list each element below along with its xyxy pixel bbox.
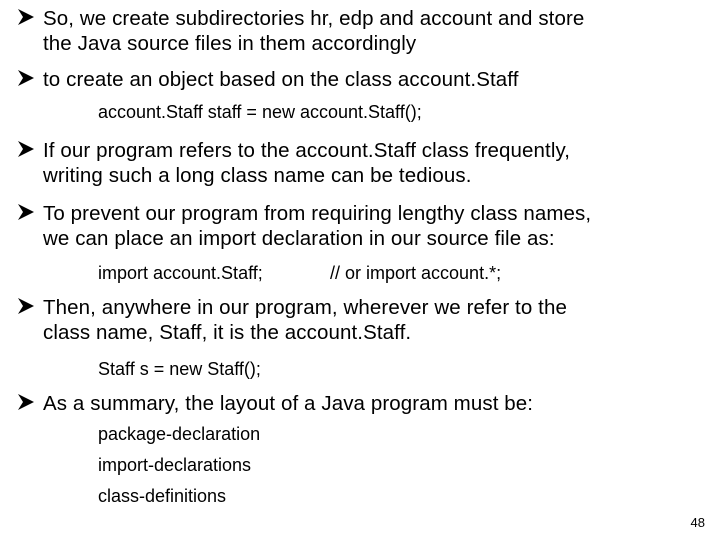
code-comment-import: // or import account.*; bbox=[330, 263, 502, 283]
bullet-text bbox=[43, 391, 706, 416]
bullet-item bbox=[16, 391, 706, 416]
bullet-text bbox=[43, 6, 706, 56]
code-line-staff-declaration: account.Staff staff = new account.Staff(); bbox=[98, 102, 422, 122]
arrow-bullet-icon bbox=[16, 139, 36, 159]
bullet-line: we can place an import declaration in our source file as: bbox=[43, 227, 555, 250]
code-line-import: import account.Staff; bbox=[98, 263, 263, 283]
layout-item-classes: class-definitions bbox=[98, 486, 227, 506]
bullet-item bbox=[16, 138, 706, 188]
bullet-line: To prevent our program from requiring lengthy class names, bbox=[43, 202, 592, 225]
arrow-bullet-icon bbox=[16, 7, 36, 27]
bullet-text bbox=[43, 201, 706, 251]
arrow-bullet-icon bbox=[16, 202, 36, 222]
bullet-item bbox=[16, 67, 706, 92]
layout-item-imports: import-declarations bbox=[98, 455, 252, 475]
bullet-text bbox=[43, 138, 706, 188]
bullet-line: class name, Staff, it is the account.Staff. bbox=[43, 321, 412, 344]
arrow-bullet-icon bbox=[16, 296, 36, 316]
bullet-line: So, we create subdirectories hr, edp and account and store bbox=[43, 7, 585, 30]
page-number: 48 bbox=[690, 515, 705, 530]
bullet-line: to create an object based on the class account.Staff bbox=[43, 68, 519, 91]
bullet-item bbox=[16, 201, 706, 251]
bullet-line: the Java source files in them accordingly bbox=[43, 32, 417, 55]
arrow-bullet-icon bbox=[16, 392, 36, 412]
layout-item-package: package-declaration bbox=[98, 424, 261, 444]
arrow-bullet-icon bbox=[16, 68, 36, 88]
bullet-item bbox=[16, 295, 706, 345]
bullet-line: If our program refers to the account.Staff class frequently, bbox=[43, 139, 571, 162]
bullet-line: Then, anywhere in our program, wherever we refer to the bbox=[43, 296, 567, 319]
bullet-line: As a summary, the layout of a Java program must be: bbox=[43, 392, 534, 415]
bullet-text bbox=[43, 67, 706, 92]
bullet-item bbox=[16, 6, 706, 56]
bullet-text bbox=[43, 295, 706, 345]
bullet-line: writing such a long class name can be tedious. bbox=[43, 164, 472, 187]
code-line-staff-new: Staff s = new Staff(); bbox=[98, 359, 261, 379]
